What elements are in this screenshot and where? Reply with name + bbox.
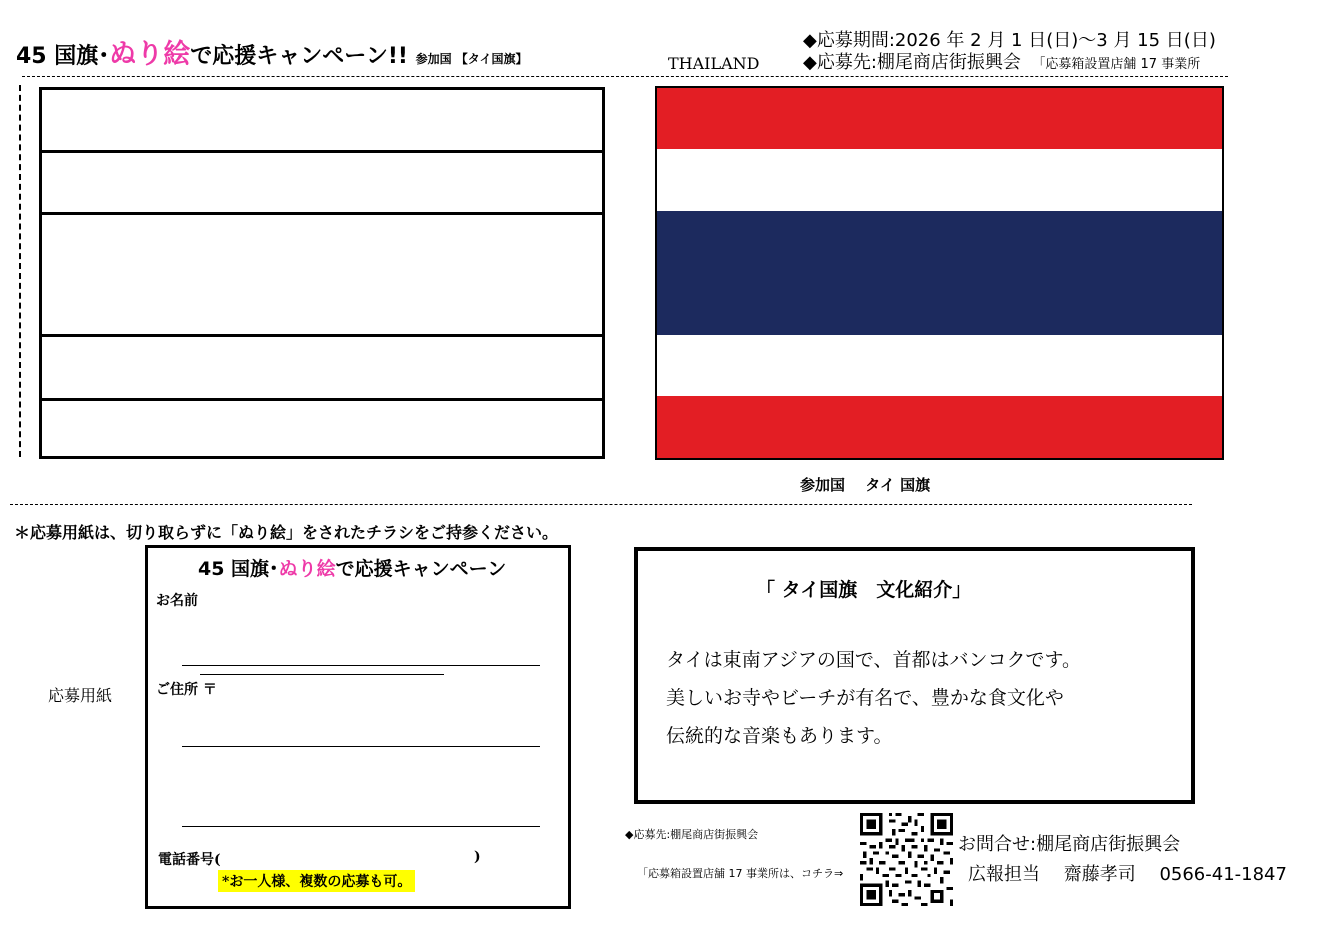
phone-close: ) (474, 849, 481, 865)
cut-line-horizontal (10, 504, 1192, 505)
coloring-flag-outline[interactable] (39, 87, 605, 459)
footer-apply-to: ◆応募先:棚尾商店街振興会 (625, 828, 759, 841)
culture-intro-box (634, 547, 1195, 804)
country-name-en: THAILAND (668, 54, 760, 73)
contact-organization: お問合せ:棚尾商店街振興会 (958, 834, 1181, 855)
top-divider (22, 76, 1228, 77)
name-field[interactable] (182, 665, 540, 666)
application-destination: ◆応募先:棚尾商店街振興会 (803, 52, 1021, 73)
application-form (145, 545, 571, 909)
bring-flyer-note: ＊応募用紙は、切り取らずに「ぬり絵」をされたチラシをご持参ください。 (14, 523, 559, 542)
outline-stripe (42, 150, 602, 153)
qr-code-icon[interactable] (860, 813, 953, 906)
footer-apply-here: 「応募箱設置店舗 17 事業所は、コチラ⇒ (637, 867, 844, 880)
outline-stripe (42, 212, 602, 215)
flag-stripe-red (657, 396, 1222, 460)
culture-title: 「 タイ国旗 文化紹介」 (756, 579, 972, 601)
form-side-label: 応募用紙 (48, 686, 113, 705)
campaign-title: 45 国旗･ぬり絵で応援キャンペーン!! 参加国 【タイ国旗】 (16, 39, 528, 70)
address-field-2[interactable] (182, 826, 540, 827)
cut-line-vertical (19, 85, 21, 457)
name-field-underline (200, 674, 444, 675)
flag-stripe-blue (657, 211, 1222, 335)
form-title: 45 国旗･ぬり絵で応援キャンペーン (198, 558, 507, 580)
outline-stripe (42, 398, 602, 401)
flag-stripe-white (657, 335, 1222, 396)
outline-stripe (42, 334, 602, 337)
flag-caption: 参加国 タイ 国旗 (800, 476, 931, 494)
multiple-entries-note: *お一人様、複数の応募も可。 (218, 870, 415, 892)
phone-label: 電話番号( (158, 852, 221, 868)
participating-country: 参加国 【タイ国旗】 (415, 52, 528, 66)
flag-stripe-white (657, 149, 1222, 211)
coloring-word: ぬり絵 (109, 39, 191, 70)
campaign-info (803, 30, 1216, 76)
flag-stripe-red (657, 88, 1222, 149)
thai-flag (655, 86, 1224, 460)
application-destination-note: 「応募箱設置店舗 17 事業所 (1038, 57, 1201, 72)
application-period: ◆応募期間:2026 年 2 月 1 日(日)～3 月 15 日(日) (803, 30, 1216, 51)
name-label: お名前 (156, 593, 198, 609)
contact-person-phone: 広報担当 齋藤孝司 0566-41-1847 (968, 864, 1287, 885)
culture-text: タイは東南アジアの国で、首都はバンコクです。 美しいお寺やビーチが有名で、豊かな食文化や 伝統的な音楽もあります。 (666, 649, 1081, 747)
address-field-1[interactable] (182, 746, 540, 747)
address-label: ご住所 〒 (156, 682, 217, 698)
